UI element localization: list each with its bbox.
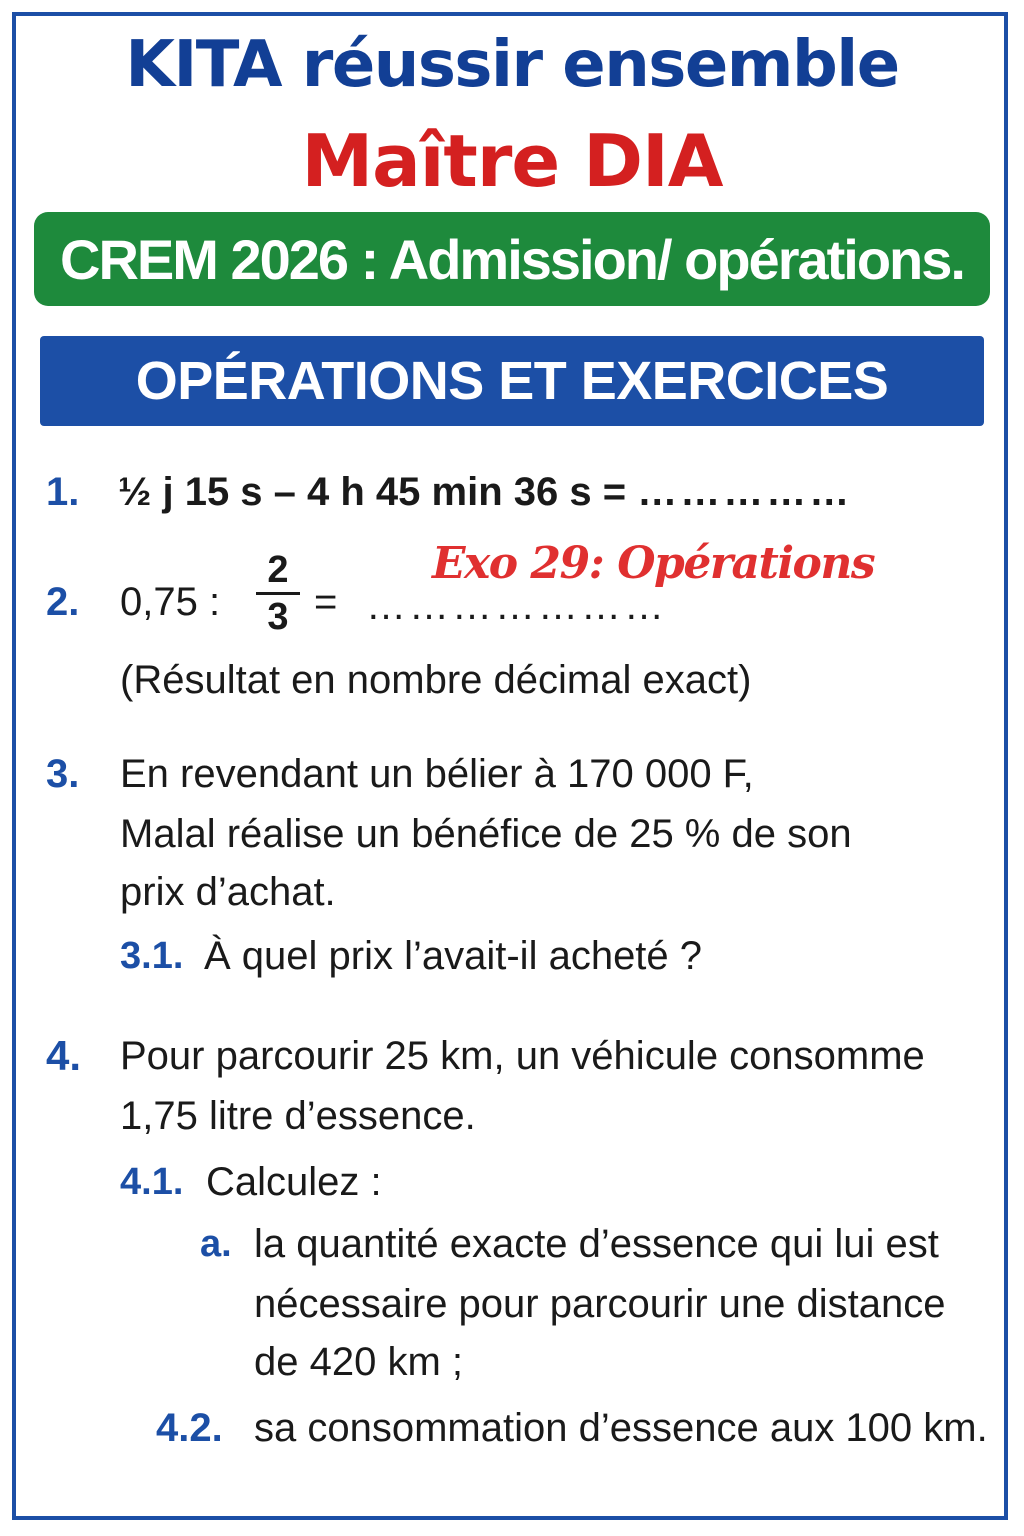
q4-a-line: la quantité exacte d’essence qui lui est	[254, 1222, 939, 1266]
q4-2-text: sa consommation d’essence aux 100 km.	[254, 1406, 988, 1450]
banner	[34, 212, 990, 306]
page-subtitle: Maître DIA	[301, 119, 723, 203]
fraction-bar	[256, 592, 300, 595]
q4-2-number: 4.2.	[156, 1406, 223, 1450]
banner-text: CREM 2026 : Admission/ opérations.	[60, 227, 964, 291]
exercise-label: Exo 29: Opérations	[432, 538, 875, 589]
q2-note: (Résultat en nombre décimal exact)	[120, 658, 752, 702]
q3-number: 3.	[46, 752, 80, 796]
q3-line: prix d’achat.	[120, 870, 336, 914]
q2-fraction	[256, 550, 300, 637]
q1-number: 1.	[46, 470, 80, 514]
q4-a-line: de 420 km ;	[254, 1340, 464, 1384]
q4-a-letter: a.	[200, 1223, 232, 1265]
q4-1-number: 4.1.	[120, 1161, 184, 1203]
q3-1-number: 3.1.	[120, 935, 184, 977]
q2-number: 2.	[46, 580, 80, 624]
q2-lhs: 0,75 :	[120, 580, 221, 624]
q3-1-text: À quel prix l’avait-il acheté ?	[204, 934, 703, 978]
q1-answer-dots: ……………	[637, 470, 853, 514]
q1-text	[118, 462, 852, 522]
q4-1-text: Calculez :	[206, 1160, 382, 1204]
q4-number: 4.	[46, 1032, 82, 1079]
q3-line: Malal réalise un bénéfice de 25 % de son	[120, 812, 852, 856]
q4-line: Pour parcourir 25 km, un véhicule consomme	[120, 1034, 925, 1078]
section-header	[40, 336, 984, 426]
q2-answer-dots: …………………	[366, 584, 667, 628]
q2-equals: =	[314, 580, 338, 624]
page-title: KITA réussir ensemble	[125, 28, 899, 102]
q4-a-line: nécessaire pour parcourir une distance	[254, 1282, 946, 1326]
q2-fraction-numerator: 2	[267, 549, 289, 591]
section-header-text: OPÉRATIONS ET EXERCICES	[135, 351, 889, 411]
q4-line: 1,75 litre d’essence.	[120, 1094, 476, 1138]
q1-expression: ½ j 15 s – 4 h 45 min 36 s =	[118, 470, 627, 514]
q2-fraction-denominator: 3	[267, 596, 289, 638]
q3-line: En revendant un bélier à 170 000 F,	[120, 752, 754, 796]
